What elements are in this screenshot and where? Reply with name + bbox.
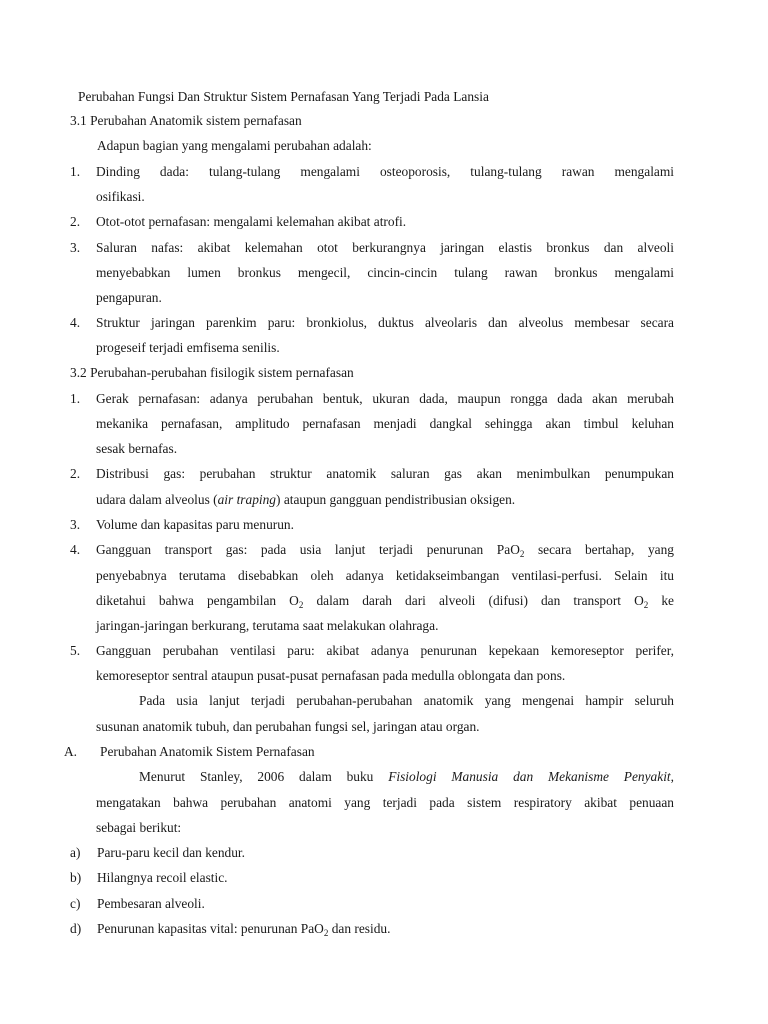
list-item-line: sesak bernafas. <box>96 441 178 456</box>
item-label: b) <box>70 870 82 885</box>
list-item-line: Struktur jaringan parenkim paru: bronkiolus, duktus alveolaris dan alveolus membesar secara <box>96 315 674 330</box>
paragraph-line: Menurut Stanley, 2006 dalam buku Fisiologi Manusia dan Mekanisme Penyakit, <box>139 769 674 784</box>
list-item-line: jaringan-jaringan berkurang, terutama saat melakukan olahraga. <box>96 618 439 633</box>
item-number: 2. <box>70 466 81 481</box>
item-label: d) <box>70 921 82 936</box>
list-item-line: Otot-otot pernafasan: mengalami kelemahan akibat atrofi. <box>96 214 407 229</box>
list-item-line: menyebabkan lumen bronkus mengecil, cincin-cincin tulang rawan bronkus mengalami <box>96 265 674 280</box>
list-item-line: udara dalam alveolus (air traping) ataupun gangguan pendistribusian oksigen. <box>96 492 516 507</box>
item-label: c) <box>70 896 81 911</box>
list-item: Hilangnya recoil elastic. <box>97 870 228 885</box>
list-item: Pembesaran alveoli. <box>97 896 205 911</box>
paragraph-line: sebagai berikut: <box>96 820 182 835</box>
list-item-line: penyebabnya terutama disebabkan oleh adanya ketidakseimbangan ventilasi-perfusi. Selain itu <box>96 568 674 583</box>
paragraph-line: susunan anatomik tubuh, dan perubahan fungsi sel, jaringan atau organ. <box>96 719 480 734</box>
list-item-line: progeseif terjadi emfisema senilis. <box>96 340 280 355</box>
list-item: Paru-paru kecil dan kendur. <box>97 845 245 860</box>
section-3-1-heading: 3.1 Perubahan Anatomik sistem pernafasan <box>70 113 302 128</box>
list-item-line: Gangguan transport gas: pada usia lanjut terjadi penurunan PaO$_2$ secara bertahap, yang <box>96 542 674 559</box>
list-item-line: Volume dan kapasitas paru menurun. <box>96 517 294 532</box>
list-item-line: pengapuran. <box>96 290 162 305</box>
paragraph-line: mengatakan bahwa perubahan anatomi yang terjadi pada sistem respiratory akibat penuaan <box>96 795 674 810</box>
list-item-line: osifikasi. <box>96 189 145 204</box>
document-title: Perubahan Fungsi Dan Struktur Sistem Pernafasan Yang Terjadi Pada Lansia <box>78 89 489 104</box>
list-item-line: Saluran nafas: akibat kelemahan otot berkurangnya jaringan elastis bronkus dan alveoli <box>96 240 674 255</box>
list-item-line: Dinding dada: tulang-tulang mengalami osteoporosis, tulang-tulang rawan mengalami <box>96 164 674 179</box>
list-item-line: Gangguan perubahan ventilasi paru: akibat adanya penurunan kepekaan kemoreseptor perifer, <box>96 643 674 658</box>
section-a-heading: Perubahan Anatomik Sistem Pernafasan <box>100 744 315 759</box>
list-item-line: kemoreseptor sentral ataupun pusat-pusat pernafasan pada medulla oblongata dan pons. <box>96 668 566 683</box>
item-number: 1. <box>70 391 81 406</box>
list-item-line: diketahui bahwa pengambilan $O_2$ dalam darah dari alveoli (difusi) dan transport $O_2$ ke <box>96 593 674 610</box>
item-number: 3. <box>70 240 81 255</box>
section-3-1-intro: Adapun bagian yang mengalami perubahan adalah: <box>97 138 372 153</box>
item-number: 4. <box>70 315 81 330</box>
section-3-2-heading: 3.2 Perubahan-perubahan fisilogik sistem pernafasan <box>70 365 354 380</box>
paragraph-line: Pada usia lanjut terjadi perubahan-perubahan anatomik yang mengenai hampir seluruh <box>139 693 674 708</box>
item-number: 3. <box>70 517 81 532</box>
item-number: 4. <box>70 542 81 557</box>
item-label: a) <box>70 845 81 860</box>
section-a-label: A. <box>64 744 78 759</box>
item-number: 2. <box>70 214 81 229</box>
list-item-line: Distribusi gas: perubahan struktur anatomik saluran gas akan menimbulkan penumpukan <box>96 466 674 481</box>
item-number: 1. <box>70 164 81 179</box>
list-item-line: Gerak pernafasan: adanya perubahan bentuk, ukuran dada, maupun rongga dada akan merubah <box>96 391 674 406</box>
list-item-line: mekanika pernafasan, amplitudo pernafasan menjadi dangkal sehingga akan timbul keluhan <box>96 416 674 431</box>
list-item: Penurunan kapasitas vital: penurunan PaO$_2$ dan residu. <box>97 921 391 938</box>
item-number: 5. <box>70 643 81 658</box>
